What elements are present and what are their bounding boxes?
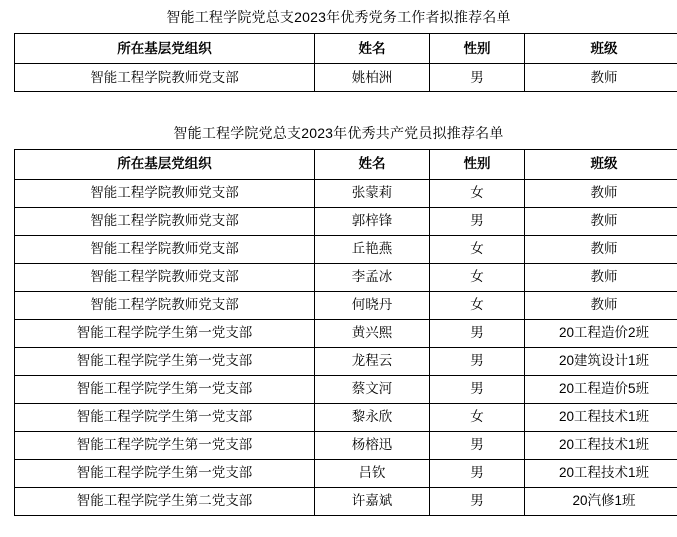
- cell-class: 教师: [525, 263, 677, 291]
- cell-name: 张蒙莉: [315, 179, 430, 207]
- table-row: [15, 459, 677, 487]
- cell-class: 20工程技术1班: [525, 459, 677, 487]
- cell-sex: 女: [430, 263, 525, 291]
- cell-name: 黄兴熙: [315, 319, 430, 347]
- cell-name: 杨榕迅: [315, 431, 430, 459]
- table-header-row: [15, 33, 677, 63]
- cell-class: 20工程造价5班: [525, 375, 677, 403]
- cell-class: 20工程技术1班: [525, 403, 677, 431]
- cell-name: 何晓丹: [315, 291, 430, 319]
- cell-sex: 女: [430, 291, 525, 319]
- cell-class: 教师: [525, 207, 677, 235]
- table-1-title: 智能工程学院党总支2023年优秀党务工作者拟推荐名单: [166, 9, 511, 25]
- cell-name: 蔡文河: [315, 375, 430, 403]
- column-header-org: 所在基层党组织: [15, 149, 315, 179]
- cell-org: 智能工程学院教师党支部: [15, 263, 315, 291]
- cell-name: 丘艳燕: [315, 235, 430, 263]
- cell-sex: 女: [430, 235, 525, 263]
- table-2-title: 智能工程学院党总支2023年优秀共产党员拟推荐名单: [173, 124, 504, 141]
- cell-class: 教师: [525, 291, 677, 319]
- table-row: [15, 403, 677, 431]
- cell-org: 智能工程学院教师党支部: [15, 63, 315, 91]
- cell-org: 智能工程学院学生第一党支部: [15, 375, 315, 403]
- cell-class: 20建筑设计1班: [525, 347, 677, 375]
- table-row: [15, 431, 677, 459]
- cell-class: 20工程技术1班: [525, 431, 677, 459]
- cell-sex: 男: [430, 319, 525, 347]
- cell-sex: 男: [430, 375, 525, 403]
- cell-sex: 女: [430, 179, 525, 207]
- cell-sex: 男: [430, 487, 525, 515]
- cell-org: 智能工程学院学生第一党支部: [15, 459, 315, 487]
- table-header-row: [15, 149, 677, 179]
- cell-name: 李孟冰: [315, 263, 430, 291]
- table-1: [14, 33, 677, 92]
- cell-sex: 男: [430, 63, 525, 91]
- cell-class: 教师: [525, 179, 677, 207]
- cell-name: 吕钦: [315, 459, 430, 487]
- table-row: [15, 487, 677, 515]
- cell-sex: 女: [430, 403, 525, 431]
- cell-sex: 男: [430, 431, 525, 459]
- cell-class: 教师: [525, 235, 677, 263]
- cell-name: 姚柏洲: [315, 63, 430, 91]
- cell-class: 20工程造价2班: [525, 319, 677, 347]
- cell-org: 智能工程学院学生第一党支部: [15, 403, 315, 431]
- cell-sex: 男: [430, 207, 525, 235]
- cell-org: 智能工程学院学生第二党支部: [15, 487, 315, 515]
- table-row: [15, 347, 677, 375]
- column-header-sex: 性别: [430, 33, 525, 63]
- cell-org: 智能工程学院教师党支部: [15, 291, 315, 319]
- section-spacer: [14, 92, 663, 116]
- cell-name: 许嘉斌: [315, 487, 430, 515]
- table-row: [15, 235, 677, 263]
- cell-sex: 男: [430, 347, 525, 375]
- table-2: [14, 149, 677, 516]
- cell-org: 智能工程学院教师党支部: [15, 179, 315, 207]
- cell-class: 教师: [525, 63, 677, 91]
- table-row: [15, 263, 677, 291]
- column-header-class: 班级: [525, 149, 677, 179]
- cell-org: 智能工程学院学生第一党支部: [15, 319, 315, 347]
- column-header-name: 姓名: [315, 33, 430, 63]
- table-row: [15, 291, 677, 319]
- column-header-name: 姓名: [315, 149, 430, 179]
- table-row: [15, 319, 677, 347]
- column-header-org: 所在基层党组织: [15, 33, 315, 63]
- cell-sex: 男: [430, 459, 525, 487]
- cell-org: 智能工程学院学生第一党支部: [15, 431, 315, 459]
- cell-name: 黎永欣: [315, 403, 430, 431]
- column-header-sex: 性别: [430, 149, 525, 179]
- cell-org: 智能工程学院学生第一党支部: [15, 347, 315, 375]
- table-row: [15, 179, 677, 207]
- cell-class: 20汽修1班: [525, 487, 677, 515]
- cell-name: 郭梓锋: [315, 207, 430, 235]
- table-row: [15, 207, 677, 235]
- table-row: [15, 375, 677, 403]
- column-header-class: 班级: [525, 33, 677, 63]
- cell-org: 智能工程学院教师党支部: [15, 235, 315, 263]
- table-row: [15, 63, 677, 91]
- cell-org: 智能工程学院教师党支部: [15, 207, 315, 235]
- cell-name: 龙程云: [315, 347, 430, 375]
